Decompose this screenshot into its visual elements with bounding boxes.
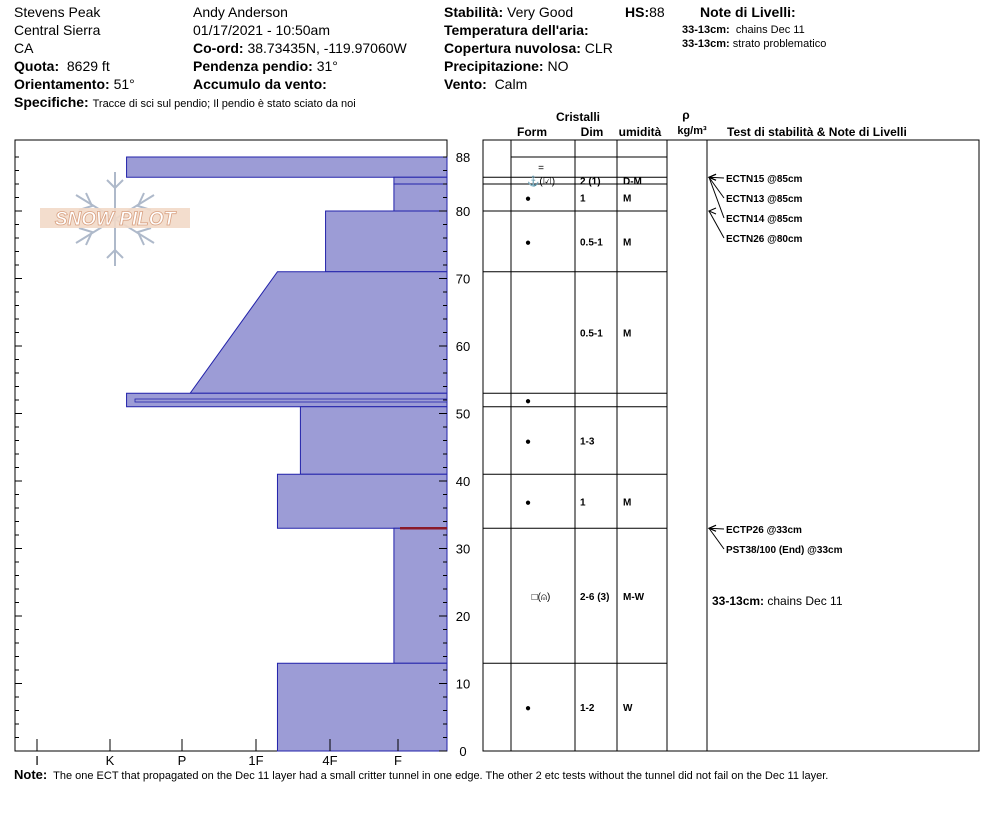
hardness-layer (326, 211, 447, 272)
moisture-header: umidità (618, 125, 662, 139)
hardness-tick-label: 4F (322, 753, 338, 768)
precipitation: Precipitazione: NO (444, 58, 569, 74)
crystal-table-frame (483, 140, 979, 751)
layer-note-right: 33-13cm: chains Dec 11 (712, 594, 843, 608)
stability: Stabilità: Very Good (444, 4, 574, 20)
wind-loading: Accumulo da vento: (193, 76, 327, 92)
moisture-value: M (623, 328, 632, 340)
hardness-tick-label: I (35, 753, 39, 768)
depth-tick-label: 20 (455, 609, 471, 624)
sky-cover: Copertura nuvolosa: CLR (444, 40, 613, 56)
mountain-range: Central Sierra (14, 22, 101, 38)
air-temperature: Temperatura dell'aria: (444, 22, 589, 38)
datetime: 01/17/2021 - 10:50am (193, 22, 330, 38)
crystal-table (483, 140, 707, 751)
moisture-value: M (623, 237, 632, 249)
grain-form: = (538, 163, 544, 175)
thin-crust-layer (135, 399, 447, 402)
depth-tick-label: 30 (455, 541, 471, 557)
grain-form: □(⍝) (531, 591, 551, 603)
moisture-value: M-W (623, 591, 645, 603)
grain-form: ● (524, 436, 532, 448)
density-unit: kg/m³ (677, 125, 707, 137)
stability-test-label: ECTN15 @85cm (726, 174, 803, 185)
size-header: Dim (580, 125, 604, 139)
hardness-layer (277, 663, 447, 751)
depth-tick-label: 40 (455, 474, 471, 489)
stability-test-pointer (709, 177, 724, 198)
hardness-layer (300, 407, 447, 475)
density-symbol: ρ (682, 108, 690, 122)
grain-form: ● (524, 237, 532, 249)
wind: Vento: Calm (444, 76, 528, 92)
grain-size: 1 (580, 193, 586, 205)
moisture-value: W (623, 703, 633, 715)
hardness-layers (127, 157, 447, 751)
grain-size: 2 (1) (580, 176, 601, 188)
hardness-tick-label: 1F (248, 753, 264, 768)
stability-test-label: PST38/100 (End) @33cm (726, 545, 843, 556)
stability-test-label: ECTN26 @80cm (726, 234, 803, 245)
hardness-layer (127, 157, 447, 177)
grain-size: 0.5-1 (580, 237, 603, 249)
form-header: Form (517, 125, 547, 139)
grain-form: ● (524, 497, 532, 509)
depth-tick-label: 80 (455, 204, 471, 219)
grain-form: ● (524, 193, 532, 205)
state: CA (14, 40, 34, 56)
coordinates: Co-ord: 38.73435N, -119.97060W (193, 40, 407, 56)
stability-test-label: ECTP26 @33cm (726, 525, 802, 536)
aspect: Orientamento: 51° (14, 76, 135, 92)
grain-size: 1 (580, 497, 586, 509)
hardness-layer (394, 184, 447, 211)
grain-size: 0.5-1 (580, 328, 603, 340)
grain-size: 2-6 (3) (580, 591, 610, 603)
grain-form: ⚓(☑) (526, 176, 556, 188)
layer-note-1: 33-13cm: chains Dec 11 (682, 24, 805, 36)
stability-tests (709, 174, 843, 608)
hardness-layer (394, 177, 447, 184)
footer-note: Note: The one ECT that propagated on the Dec 11 layer had a small critter tunnel in one edge. The other 2 etc tests without the tunnel did not fail on the Dec 11 layer. (14, 767, 829, 782)
grain-size: 1-3 (580, 436, 595, 448)
moisture-value: D-M (623, 176, 642, 188)
site-name: Stevens Peak (14, 4, 101, 20)
layer-notes-title: Note di Livelli: (700, 4, 796, 20)
moisture-value: M (623, 193, 632, 205)
hardness-layer (190, 272, 447, 394)
observer: Andy Anderson (193, 4, 288, 20)
hardness-layer (277, 474, 447, 528)
crystals-header: Cristalli (555, 110, 601, 124)
stability-test-pointer (709, 528, 724, 549)
depth-tick-label: 60 (455, 339, 471, 354)
hardness-tick-label: F (394, 753, 402, 768)
depth-tick-label: 88 (455, 150, 471, 165)
stability-test-pointer (709, 211, 724, 238)
grain-size: 1-2 (580, 703, 595, 715)
hardness-tick-label: K (105, 753, 115, 768)
depth-tick-label: 0 (459, 744, 467, 759)
slope-angle: Pendenza pendio: 31° (193, 58, 338, 74)
depth-tick-label: 10 (455, 676, 471, 692)
grain-form: ● (524, 396, 532, 407)
layer-note-2: 33-13cm: strato problematico (682, 38, 827, 50)
snow-height: HS:88 (625, 4, 665, 20)
depth-tick-label: 70 (455, 271, 471, 287)
svg-text:SNOW PILOT: SNOW PILOT (54, 209, 176, 230)
snowpilot-logo (40, 172, 190, 266)
stability-test-label: ECTN13 @85cm (726, 194, 803, 205)
elevation: Quota: 8629 ft (14, 58, 110, 74)
depth-tick-label: 50 (455, 406, 471, 422)
hardness-tick-label: P (177, 753, 187, 768)
details: Specifiche: Tracce di sci sul pendio; Il pendio è stato sciato da noi (14, 94, 356, 110)
stability-test-label: ECTN14 @85cm (726, 214, 803, 225)
stability-notes-header: Test di stabilità & Note di Livelli (727, 125, 907, 139)
moisture-value: M (623, 497, 632, 509)
grain-form: ● (524, 703, 532, 715)
